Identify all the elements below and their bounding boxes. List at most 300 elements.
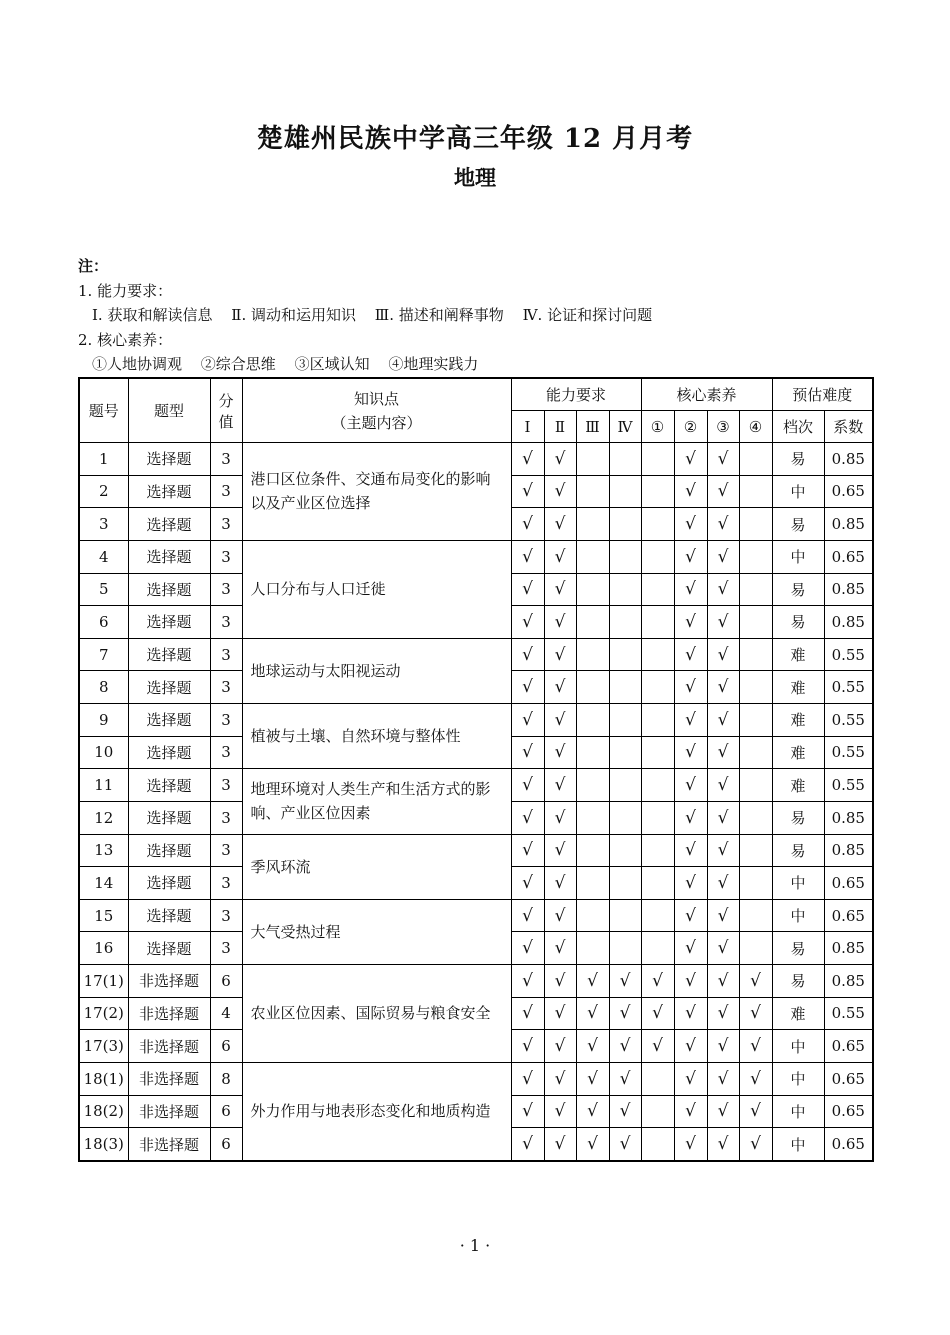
question-number: 9 [79,704,128,737]
difficulty-level: 难 [772,638,824,671]
difficulty-coef: 0.55 [824,638,873,671]
difficulty-coef: 0.65 [824,1062,873,1095]
ability-cell: √ [609,1128,641,1161]
ability-cell [576,769,609,802]
literacy-cell: √ [707,638,739,671]
ability-cell: √ [511,671,544,704]
question-number: 8 [79,671,128,704]
question-score: 3 [210,704,242,737]
question-number: 7 [79,638,128,671]
ability-cell [576,704,609,737]
ability-cell: √ [511,443,544,476]
ability-cell: √ [511,573,544,606]
ability-cell: √ [544,867,576,900]
question-score: 6 [210,1095,242,1128]
literacy-cell [641,1128,674,1161]
question-score: 3 [210,475,242,508]
difficulty-coef: 0.55 [824,671,873,704]
table-row [79,769,873,802]
literacy-cell: √ [674,638,707,671]
ability-cell: √ [511,508,544,541]
ability-cell: √ [544,769,576,802]
ability-cell [609,606,641,639]
header-score [210,378,242,443]
ability-cell [576,834,609,867]
difficulty-coef: 0.85 [824,443,873,476]
ability-cell: √ [544,508,576,541]
literacy-cell: √ [707,769,739,802]
difficulty-level: 易 [772,932,824,965]
ability-cell: √ [511,801,544,834]
literacy-cell: √ [674,801,707,834]
literacy-cell [739,475,772,508]
ability-cell: √ [576,1030,609,1063]
ability-cell: √ [511,475,544,508]
literacy-cell: √ [674,1030,707,1063]
question-type: 非选择题 [128,1128,210,1161]
ability-cell: √ [544,1128,576,1161]
question-score: 3 [210,932,242,965]
literacy-cell [641,899,674,932]
difficulty-level: 难 [772,997,824,1030]
header-score-line: 分 [218,391,234,410]
difficulty-level: 易 [772,834,824,867]
ability-cell: √ [576,965,609,998]
ability-cell: √ [511,867,544,900]
question-type: 选择题 [128,769,210,802]
question-number: 12 [79,801,128,834]
question-number: 17(2) [79,997,128,1030]
literacy-cell [739,932,772,965]
question-number: 18(1) [79,1062,128,1095]
literacy-cell [641,867,674,900]
difficulty-level: 中 [772,1128,824,1161]
header-difficulty: 预估难度 [772,378,873,411]
question-type: 选择题 [128,867,210,900]
question-type: 选择题 [128,540,210,573]
difficulty-coef: 0.65 [824,475,873,508]
literacy-cell: √ [707,1128,739,1161]
question-score: 6 [210,1030,242,1063]
ability-cell [576,508,609,541]
literacy-cell: √ [707,508,739,541]
literacy-cell: √ [707,932,739,965]
header-level: 档次 [772,411,824,443]
question-score: 3 [210,443,242,476]
table-body [79,443,873,1162]
ability-cell: √ [544,932,576,965]
ability-item: Ⅰ. 获取和解读信息 [92,306,213,324]
literacy-cell [641,769,674,802]
question-type: 选择题 [128,638,210,671]
question-score: 3 [210,671,242,704]
topic-cell: 人口分布与人口迁徙 [242,540,511,638]
literacy-cell: √ [707,834,739,867]
difficulty-level: 难 [772,769,824,802]
literacy-item: ①人地协调观 [92,355,183,373]
ability-cell: √ [544,540,576,573]
literacy-cell [739,606,772,639]
literacy-cell [739,508,772,541]
question-score: 4 [210,997,242,1030]
literacy-cell: √ [739,1030,772,1063]
literacy-cell [641,671,674,704]
literacy-cell: √ [739,1062,772,1095]
literacy-cell: √ [707,443,739,476]
difficulty-level: 中 [772,540,824,573]
difficulty-coef: 0.85 [824,932,873,965]
ability-cell: √ [544,1062,576,1095]
ability-cell: √ [609,1030,641,1063]
header-ability-col: Ⅳ [609,411,641,443]
literacy-cell [641,475,674,508]
literacy-cell: √ [707,704,739,737]
ability-cell: √ [544,573,576,606]
difficulty-level: 中 [772,1030,824,1063]
question-score: 3 [210,867,242,900]
literacy-cell [641,443,674,476]
header-literacy-col: ① [641,411,674,443]
question-type: 选择题 [128,801,210,834]
literacy-cell: √ [674,867,707,900]
question-type: 非选择题 [128,997,210,1030]
ability-cell [609,899,641,932]
ability-cell: √ [544,704,576,737]
difficulty-coef: 0.65 [824,899,873,932]
ability-cell [576,867,609,900]
literacy-cell: √ [674,475,707,508]
table-row [79,834,873,867]
question-score: 6 [210,1128,242,1161]
difficulty-level: 难 [772,671,824,704]
literacy-cell [739,801,772,834]
literacy-cell: √ [674,671,707,704]
literacy-cell: √ [707,671,739,704]
ability-cell: √ [609,965,641,998]
difficulty-coef: 0.55 [824,704,873,737]
ability-cell [576,475,609,508]
question-number: 1 [79,443,128,476]
ability-cell: √ [511,638,544,671]
question-number: 17(3) [79,1030,128,1063]
ability-cell: √ [576,1128,609,1161]
question-type: 选择题 [128,671,210,704]
ability-cell: √ [576,997,609,1030]
topic-cell: 外力作用与地表形态变化和地质构造 [242,1062,511,1161]
ability-cell [609,443,641,476]
ability-cell: √ [576,1095,609,1128]
literacy-cell: √ [674,1062,707,1095]
question-type: 非选择题 [128,1095,210,1128]
difficulty-coef: 0.65 [824,1030,873,1063]
literacy-cell: √ [707,867,739,900]
difficulty-level: 中 [772,1095,824,1128]
ability-cell: √ [544,475,576,508]
table-row [79,1062,873,1095]
ability-cell: √ [511,769,544,802]
ability-cell [576,540,609,573]
difficulty-coef: 0.65 [824,867,873,900]
ability-cell: √ [544,997,576,1030]
header-topic [242,378,511,443]
header-type: 题型 [128,378,210,443]
question-type: 选择题 [128,704,210,737]
question-analysis-table [78,377,874,1162]
question-number: 16 [79,932,128,965]
literacy-cell: √ [739,1128,772,1161]
literacy-cell: √ [707,475,739,508]
literacy-cell [641,1095,674,1128]
ability-cell [609,638,641,671]
ability-cell: √ [609,997,641,1030]
ability-cell [609,769,641,802]
page-number: · 1 · [459,1236,491,1255]
literacy-cell: √ [641,965,674,998]
ability-cell: √ [544,1095,576,1128]
literacy-cell: √ [707,1095,739,1128]
ability-cell [576,671,609,704]
question-type: 选择题 [128,932,210,965]
literacy-cell [739,769,772,802]
difficulty-coef: 0.85 [824,573,873,606]
literacy-cell [641,932,674,965]
literacy-cell: √ [674,769,707,802]
literacy-cell: √ [674,443,707,476]
ability-cell: √ [511,932,544,965]
ability-cell [609,573,641,606]
ability-cell: √ [544,801,576,834]
ability-cell [609,540,641,573]
question-number: 4 [79,540,128,573]
question-score: 3 [210,899,242,932]
notes-section [78,254,652,377]
literacy-cell [739,540,772,573]
question-score: 3 [210,573,242,606]
header-number: 题号 [79,378,128,443]
ability-item: Ⅳ. 论证和探讨问题 [522,306,653,324]
header-topic-line: 知识点 [353,389,399,408]
ability-cell: √ [544,443,576,476]
ability-cell: √ [609,1095,641,1128]
header-ability-col: Ⅱ [544,411,576,443]
ability-cell [576,638,609,671]
topic-cell: 季风环流 [242,834,511,899]
ability-cell [576,443,609,476]
literacy-cell: √ [674,834,707,867]
ability-cell [576,736,609,769]
difficulty-coef: 0.55 [824,997,873,1030]
ability-cell: √ [544,899,576,932]
literacy-item: ④地理实践力 [388,355,479,373]
difficulty-level: 易 [772,606,824,639]
literacy-cell [641,606,674,639]
difficulty-coef: 0.85 [824,508,873,541]
literacy-cell [739,704,772,737]
ability-cell [609,867,641,900]
literacy-cell: √ [739,965,772,998]
ability-cell: √ [511,1128,544,1161]
ability-cell: √ [511,1062,544,1095]
ability-cell [609,671,641,704]
header-coef: 系数 [824,411,873,443]
literacy-cell: √ [674,1128,707,1161]
ability-cell: √ [511,997,544,1030]
ability-cell: √ [511,1030,544,1063]
literacy-cell: √ [641,1030,674,1063]
subject-title: 地理 [454,165,496,190]
literacy-cell [641,1062,674,1095]
literacy-cell [641,573,674,606]
ability-cell [609,932,641,965]
header-row [79,378,873,411]
literacy-cell: √ [707,606,739,639]
ability-item: Ⅲ. 描述和阐释事物 [374,306,504,324]
literacy-cell: √ [707,1030,739,1063]
question-type: 选择题 [128,508,210,541]
ability-item: Ⅱ. 调动和运用知识 [231,306,356,324]
literacy-cell: √ [707,1062,739,1095]
question-score: 3 [210,769,242,802]
ability-cell: √ [511,540,544,573]
ability-cell: √ [511,606,544,639]
literacy-cell: √ [739,997,772,1030]
literacy-cell: √ [674,736,707,769]
ability-cell [609,508,641,541]
literacy-cell: √ [674,508,707,541]
difficulty-level: 中 [772,899,824,932]
question-number: 18(3) [79,1128,128,1161]
literacy-cell: √ [674,1095,707,1128]
table-row [79,638,873,671]
ability-cell [609,736,641,769]
notes-heading: 注： [78,257,109,275]
difficulty-coef: 0.85 [824,965,873,998]
header-score-line: 值 [218,412,234,431]
ability-cell [576,932,609,965]
topic-cell: 农业区位因素、国际贸易与粮食安全 [242,965,511,1063]
table-row [79,443,873,476]
difficulty-level: 易 [772,801,824,834]
literacy-cell [739,899,772,932]
difficulty-coef: 0.65 [824,1095,873,1128]
literacy-cell [739,671,772,704]
difficulty-level: 易 [772,573,824,606]
difficulty-coef: 0.85 [824,801,873,834]
literacy-cell [641,834,674,867]
literacy-cell [641,540,674,573]
topic-cell: 地球运动与太阳视运动 [242,638,511,703]
ability-cell [609,475,641,508]
ability-cell: √ [544,736,576,769]
literacy-cell: √ [707,997,739,1030]
literacy-cell: √ [707,899,739,932]
literacy-cell [641,508,674,541]
ability-cell: √ [544,606,576,639]
literacy-cell: √ [707,965,739,998]
question-type: 非选择题 [128,965,210,998]
question-score: 3 [210,736,242,769]
ability-cell: √ [544,638,576,671]
header-literacy: 核心素养 [641,378,772,411]
question-score: 8 [210,1062,242,1095]
question-type: 选择题 [128,736,210,769]
literacy-cell: √ [707,736,739,769]
literacy-cell [641,736,674,769]
literacy-cell [739,638,772,671]
question-number: 3 [79,508,128,541]
question-type: 选择题 [128,475,210,508]
literacy-list [78,352,652,377]
topic-cell: 港口区位条件、交通布局变化的影响以及产业区位选择 [242,443,511,541]
ability-cell: √ [609,1062,641,1095]
ability-cell [576,801,609,834]
literacy-cell: √ [739,1095,772,1128]
difficulty-coef: 0.65 [824,1128,873,1161]
ability-cell: √ [511,704,544,737]
difficulty-level: 难 [772,704,824,737]
question-score: 3 [210,801,242,834]
literacy-cell: √ [707,540,739,573]
question-type: 选择题 [128,834,210,867]
literacy-cell: √ [674,965,707,998]
exam-title: 楚雄州民族中学高三年级 12 月月考 [256,124,694,154]
question-number: 5 [79,573,128,606]
literacy-cell: √ [641,997,674,1030]
question-number: 15 [79,899,128,932]
difficulty-level: 易 [772,965,824,998]
topic-cell: 植被与土壤、自然环境与整体性 [242,704,511,769]
ability-cell: √ [544,1030,576,1063]
ability-cell [609,704,641,737]
literacy-cell [739,834,772,867]
question-score: 3 [210,606,242,639]
difficulty-coef: 0.85 [824,834,873,867]
question-number: 6 [79,606,128,639]
literacy-cell: √ [707,573,739,606]
literacy-label: 2. 核心素养： [78,330,173,349]
question-score: 3 [210,834,242,867]
question-score: 6 [210,965,242,998]
question-type: 选择题 [128,443,210,476]
difficulty-level: 中 [772,867,824,900]
question-number: 2 [79,475,128,508]
question-type: 非选择题 [128,1030,210,1063]
question-score: 3 [210,508,242,541]
question-score: 3 [210,638,242,671]
topic-cell: 地理环境对人类生产和生活方式的影响、产业区位因素 [242,769,511,834]
literacy-cell [641,638,674,671]
literacy-cell [739,573,772,606]
ability-cell [576,899,609,932]
table-row [79,540,873,573]
question-type: 选择题 [128,899,210,932]
question-number: 14 [79,867,128,900]
table-row [79,965,873,998]
literacy-item: ③区域认知 [294,355,370,373]
header-ability-col: Ⅲ [576,411,609,443]
question-number: 17(1) [79,965,128,998]
ability-cell: √ [511,965,544,998]
ability-label: 1. 能力要求： [78,281,173,300]
ability-cell: √ [511,834,544,867]
ability-cell [609,801,641,834]
header-literacy-col: ② [674,411,707,443]
difficulty-coef: 0.65 [824,540,873,573]
literacy-cell: √ [674,573,707,606]
ability-cell: √ [511,1095,544,1128]
table-row [79,704,873,737]
question-type: 选择题 [128,606,210,639]
